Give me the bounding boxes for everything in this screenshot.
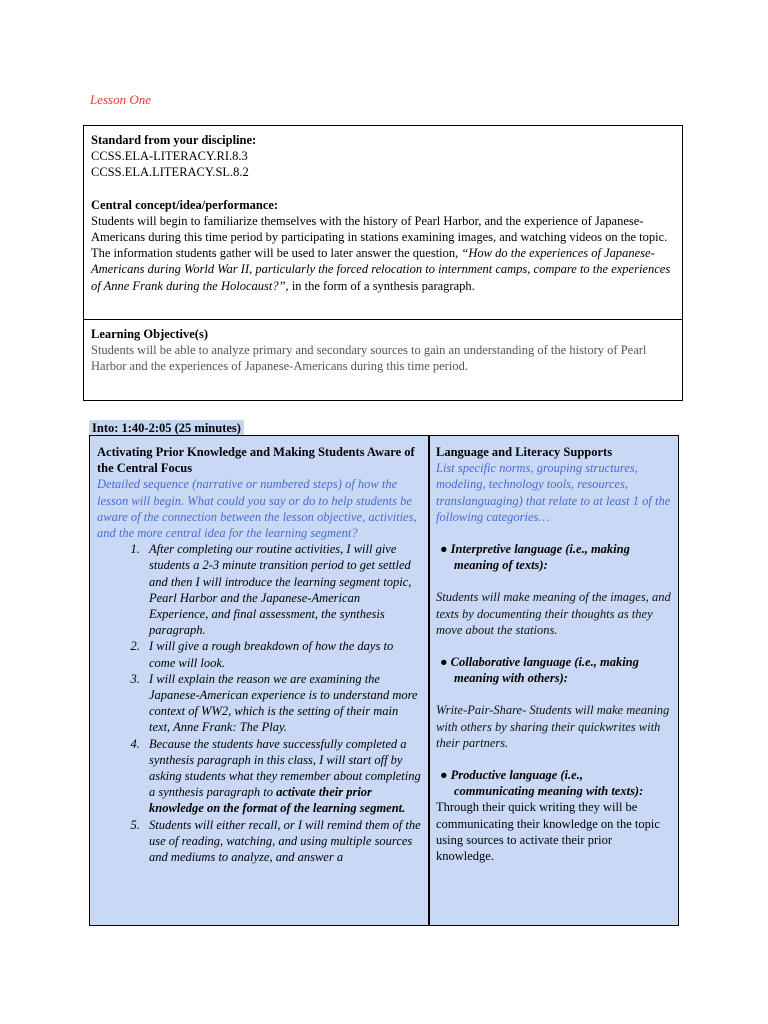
concept-heading: Central concept/idea/performance:: [91, 197, 279, 212]
collaborative-language-text: Write-Pair-Share- Students will make meaning with others by sharing their quickwrites with their partners.: [436, 703, 670, 750]
objective-text: Students will be able to analyze primary and secondary sources to gain an understanding of the history of Pearl Harbor and the experiences of Japanese-Americans during this time period.: [91, 343, 647, 374]
section-divider: [84, 319, 682, 320]
productive-line2: communicating meaning with texts):: [454, 784, 644, 799]
collaborative-language-heading: [436, 654, 672, 686]
concept-question: “How do the experiences of Japanese-Americans during World War II, particularly the forced relocation to internment camps, compare to the experiences of Anne Frank during the Holocaust?”,: [91, 246, 671, 293]
standard-item-1: CCSS.ELA-LITERACY.RI.8.3: [91, 149, 248, 164]
concept-text: [91, 213, 675, 294]
prior-knowledge-prompt: Detailed sequence (narrative or numbered steps) of how the lesson will begin. What could you say or do to help students be aware of the connection between the lesson objective, activities, and the more central idea for the learning segment?: [97, 477, 417, 541]
interpretive-line2: meaning of texts):: [454, 558, 548, 573]
literacy-supports-column: [430, 436, 678, 925]
interpretive-line1: ● Interpretive language (i.e., making: [440, 542, 630, 557]
lesson-step-4-text: Because the students have successfully completed a synthesis paragraph in this class, I will start off by asking students what they remember about completing a synthesis paragraph to: [149, 736, 421, 800]
collaborative-line2: meaning with others):: [454, 671, 568, 686]
interpretive-language-heading: [436, 541, 672, 573]
standards-heading: Standard from your discipline:: [91, 133, 257, 147]
collaborative-line1: ● Collaborative language (i.e., making: [440, 655, 639, 670]
concept-text-end: in the form of a synthesis paragraph.: [288, 278, 475, 293]
objective-heading: Learning Objective(s): [91, 327, 208, 341]
lesson-step-2: 2. I will give a rough breakdown of how the days to come will look.: [143, 638, 422, 670]
into-table: [89, 435, 679, 926]
lesson-step-5: 5. Students will either recall, or I will remind them of the use of reading, watching, and using multiple sources and mediums to analyze, and answer a: [143, 817, 422, 866]
lesson-title: Lesson One: [90, 92, 152, 107]
lesson-steps-list: [97, 541, 422, 865]
prior-knowledge-heading: Activating Prior Knowledge and Making Students Aware of the Central Focus: [97, 445, 415, 476]
lesson-step-1: 1. After completing our routine activities, I will give students a 2-3 minute transition period to get settled and then I will introduce the learning segment topic, Pearl Harbor and the Japanese-American Experience, and final assessment, the synthesis paragraph.: [143, 541, 422, 638]
productive-language-text: Through their quick writing they will be communicating their knowledge on the topic using sources to activate their prior knowledge.: [436, 800, 660, 864]
concept-text-intro: Students will begin to familiarize themselves with the history of Pearl Harbor, and the experience of Japanese-Americans during this time period by participating in stations examining images, and watching videos on the topic. The information students gather will be used to later answer the question,: [91, 213, 668, 261]
productive-line1: ● Productive language (i.e.,: [440, 768, 583, 783]
interpretive-language-text: Students will make meaning of the images, and texts by documenting their thoughts as they move about the stations.: [436, 590, 671, 637]
lesson-step-4: [143, 736, 422, 817]
lesson-step-4-emphasis: activate their prior knowledge on the format of the learning segment.: [149, 785, 406, 816]
literacy-supports-prompt: List specific norms, grouping structures, modeling, technology tools, resources, translanguaging) that relate to at least 1 of the following categories…: [436, 461, 671, 524]
objective-section: [84, 326, 682, 375]
lesson-standards-box: [83, 125, 683, 401]
into-time-label: Into: 1:40-2:05 (25 minutes): [89, 420, 244, 436]
lesson-step-3: 3. I will explain the reason we are examining the Japanese-American experience is to understand more context of WW2, which is the setting of their main text, Anne Frank: The Play.: [143, 671, 422, 736]
standard-item-2: CCSS.ELA.LITERACY.SL.8.2: [91, 165, 249, 180]
prior-knowledge-column: [90, 436, 428, 925]
literacy-supports-heading: Language and Literacy Supports: [436, 445, 613, 459]
productive-language-heading: [436, 767, 672, 799]
standards-section: [84, 126, 682, 294]
